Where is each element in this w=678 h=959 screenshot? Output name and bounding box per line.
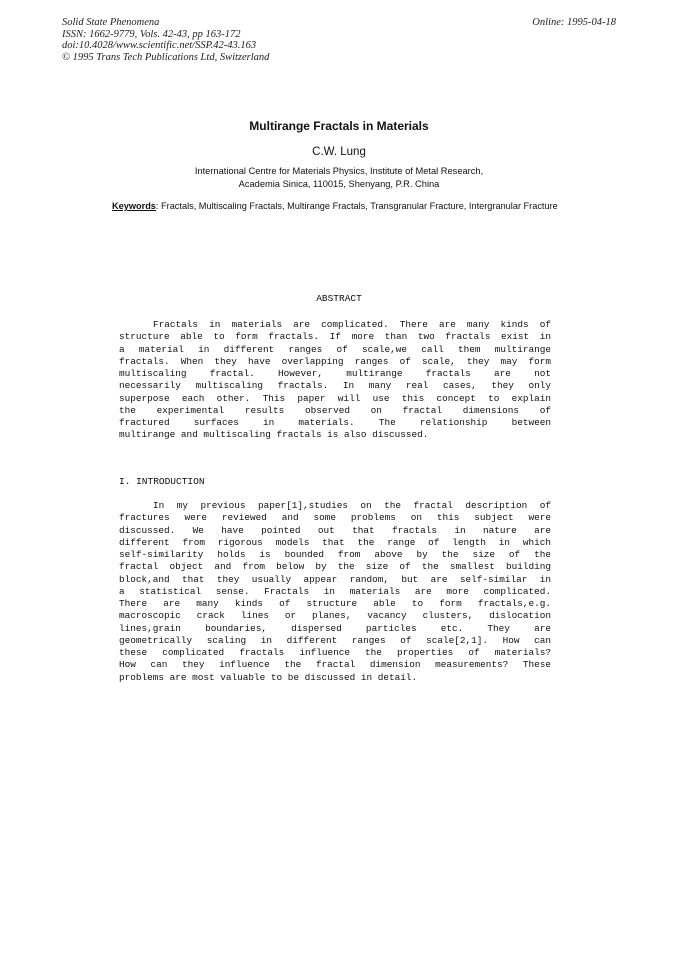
affiliation-line: International Centre for Materials Physics, Institute of Metal Research, xyxy=(194,166,484,176)
journal-issn: ISSN: 1662-9779, Vols. 42-43, pp 163-172 xyxy=(62,28,241,40)
text-line: Fractals in materials are complicated. There are many kinds of xyxy=(153,319,551,330)
section-heading: I. INTRODUCTION xyxy=(119,476,205,487)
text-line: the experimental results observed on fractal dimensions of xyxy=(119,404,551,416)
text-line: discussed. We have pointed out that fractals in nature are xyxy=(119,524,551,536)
journal-name: Solid State Phenomena xyxy=(62,17,160,28)
text-line: multiscaling fractal. However, multirange fractals are not xyxy=(119,368,551,379)
text-line: block,and that they usually appear random, but are self-similar in xyxy=(119,573,551,585)
journal-citation-header xyxy=(62,17,269,63)
introduction-body xyxy=(119,500,551,684)
keywords-label: Keywords xyxy=(112,201,156,211)
text-line: a material in different ranges of scale,we call them multirange xyxy=(119,343,551,355)
journal-copyright: © 1995 Trans Tech Publications Ltd, Switzerland xyxy=(62,51,270,63)
text-line: multirange and multiscaling fractals is also discussed. xyxy=(119,429,429,441)
abstract-heading: ABSTRACT xyxy=(316,293,362,304)
text-line: How can they influence the fractal dimension measurements? These xyxy=(119,659,551,671)
text-line: self-similarity holds is bounded from above by the size of the xyxy=(119,549,551,560)
text-line: lines,grain boundaries, dispersed particles etc. They are xyxy=(119,622,551,634)
affiliation-line: Academia Sinica, 110015, Shenyang, P.R. China xyxy=(238,178,440,189)
abstract-body xyxy=(119,319,551,442)
text-line: superpose each other. This paper will use this concept to explain xyxy=(119,392,551,404)
text-line: these complicated fractals influence the properties of materials? xyxy=(119,647,551,658)
paper-author: C.W. Lung xyxy=(312,146,366,158)
text-line: necessarily multiscaling fractals. In many real cases, they only xyxy=(119,380,551,392)
keywords-text: : Fractals, Multiscaling Fractals, Multirange Fractals, Transgranular Fracture, Intergranular Fracture xyxy=(155,201,558,211)
text-line: fractals. When they have overlapping ranges of scale, they may form xyxy=(119,355,551,367)
text-line: fractured surfaces in materials. The relationship between xyxy=(119,417,551,428)
keywords xyxy=(112,200,558,213)
text-line: fractal object and from below by the size of the smallest building xyxy=(119,561,551,573)
online-date: Online: 1995-04-18 xyxy=(532,17,616,28)
text-line: fractures were reviewed and some problems on this subject were xyxy=(119,512,551,524)
text-line: problems are most valuable to be discussed in detail. xyxy=(119,671,418,683)
text-line: In my previous paper[1],studies on the fractal description of xyxy=(153,500,551,511)
paper-title: Multirange Fractals in Materials xyxy=(249,119,429,133)
text-line: different from rigorous models that the range of length in which xyxy=(119,536,551,548)
author-affiliation xyxy=(0,165,678,190)
text-line: structure able to form fractals. If more than two fractals exist in xyxy=(119,331,551,343)
text-line: geometrically scaling in different ranges of scale[2,1]. How can xyxy=(119,634,551,646)
text-line: macroscopic crack lines or planes, vacancy clusters, dislocation xyxy=(119,610,551,622)
text-line: a statistical sense. Fractals in materials are more complicated. xyxy=(119,585,551,597)
text-line: There are many kinds of structure able to form fractals,e.g. xyxy=(119,598,551,609)
journal-doi: doi:10.4028/www.scientific.net/SSP.42-43.163 xyxy=(62,40,257,51)
